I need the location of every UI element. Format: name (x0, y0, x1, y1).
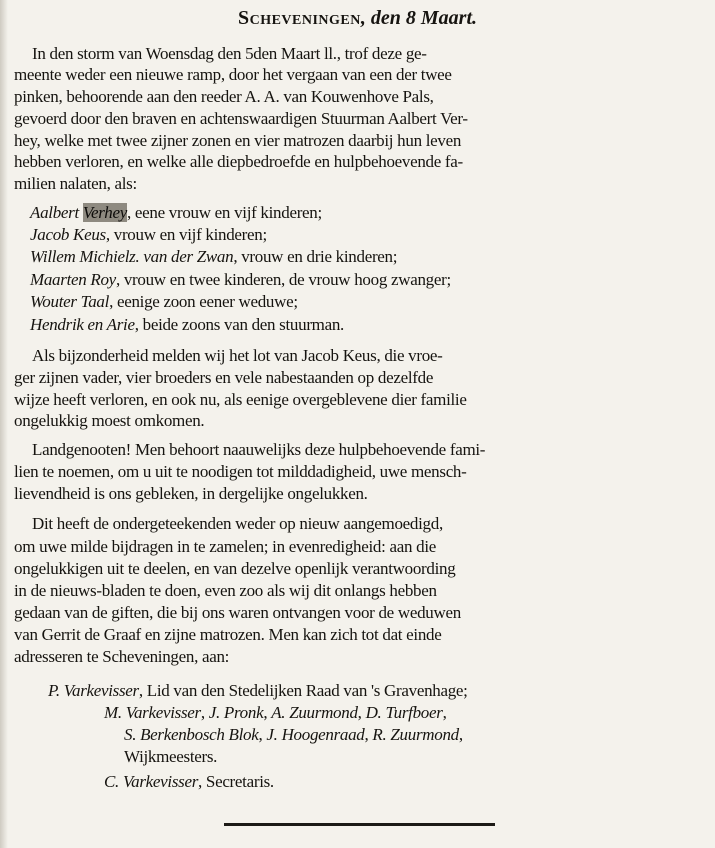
article-line: lien te noemen, om u uit te noodigen tot milddadigheid, uwe mensch- (14, 462, 467, 481)
article-line: hey, welke met twee zijner zonen en vier matrozen daarbij hun leven (14, 131, 462, 150)
signatory-role: Wijkmeesters. (124, 747, 218, 766)
victim-detail: , beide zoons van den stuurman. (134, 315, 345, 334)
article-line: ger zijnen vader, vier broeders en vele nabestaanden op dezelfde (14, 368, 434, 387)
signatory-line: M. Varkevisser, J. Pronk, A. Zuurmond, D. Turfboer, (104, 703, 447, 722)
victim-name: Jacob Keus (30, 225, 106, 244)
signatory-name: C. Varkevisser (104, 772, 199, 791)
victim-detail: , vrouw en vijf kinderen; (105, 225, 267, 244)
victim-entry (30, 203, 322, 223)
closing-rule (224, 823, 495, 826)
signatory-name: R. Zuurmond (372, 725, 459, 744)
signatory-name: J. Hoogenraad (266, 725, 365, 744)
article-line: van Gerrit de Graaf en zijne matrozen. Men kan zich tot dat einde (14, 625, 442, 644)
signatory-name: M. Varkevisser (104, 703, 201, 722)
signatory-line: C. Varkevisser, Secretaris. (104, 772, 274, 791)
article-line: meente weder een nieuwe ramp, door het vergaan van een der twee (14, 65, 452, 84)
highlighted-name: Verhey (82, 203, 127, 222)
victim-name: Maarten Roy (30, 270, 116, 289)
article-line: gedaan van de giften, die bij ons waren ontvangen voor de weduwen (14, 603, 461, 622)
signatory-name: D. Turfboer (365, 703, 443, 722)
article-line: In den storm van Woensdag den 5den Maart ll., trof deze ge- (32, 44, 427, 63)
victim-detail: , eenige zoon eener weduwe; (109, 292, 298, 311)
victim-name: Willem Michielz. van der Zwan (30, 247, 234, 266)
article-line: ongelukkigen uit te deelen, en van dezelve openlijk verantwoording (14, 559, 456, 578)
article-line: lievendheid is ons gebleken, in dergelijke ongelukken. (14, 484, 368, 503)
victim-entry (30, 225, 267, 245)
victim-entry (30, 247, 397, 267)
page-edge-shadow (0, 0, 8, 848)
signatory-name: S. Berkenbosch Blok (124, 725, 259, 744)
signatory-name: A. Zuurmond (271, 703, 358, 722)
signatory-name: P. Varkevisser (48, 681, 139, 700)
dateline-date: , den 8 Maart. (360, 7, 478, 29)
article-line: Dit heeft de ondergeteekenden weder op nieuw aangemoedigd, (32, 514, 443, 533)
article-line: hebben verloren, en welke alle diepbedroefde en hulpbehoevende fa- (14, 152, 463, 171)
signatory-name: J. Pronk (208, 703, 264, 722)
victim-detail: , vrouw en twee kinderen, de vrouw hoog zwanger; (115, 270, 451, 289)
dateline-place: Scheveningen (237, 7, 361, 29)
article-line: om uwe milde bijdragen in te zamelen; in evenredigheid: aan die (14, 537, 436, 556)
signatory-line: S. Berkenbosch Blok, J. Hoogenraad, R. Zuurmond, (124, 725, 463, 744)
signatory-line: P. Varkevisser, Lid van den Stedelijken Raad van 's Gravenhage; (48, 681, 468, 700)
article-line: Landgenooten! Men behoort naauwelijks deze hulpbehoevende fami- (32, 440, 486, 459)
article-line: gevoerd door den braven en achtenswaardigen Stuurman Aalbert Ver- (14, 109, 468, 128)
victim-detail: , eene vrouw en vijf kinderen; (127, 203, 322, 222)
victim-name: Hendrik en Arie (30, 315, 135, 334)
article-line: ongelukkig moest omkomen. (14, 411, 205, 430)
dateline-heading (0, 6, 715, 30)
victim-name: Wouter Taal (30, 292, 110, 311)
victim-entry (30, 270, 451, 290)
article-line: milien nalaten, als: (14, 174, 137, 193)
article-line: pinken, behoorende aan den reeder A. A. van Kouwenhove Pals, (14, 87, 434, 106)
victim-name: Aalbert (30, 203, 83, 222)
article-line: wijze heeft verloren, en ook nu, als eenige overgeblevene dier familie (14, 390, 467, 409)
victim-detail: , vrouw en drie kinderen; (233, 247, 398, 266)
article-line: in de nieuws-bladen te doen, even zoo als wij dit onlangs hebben (14, 581, 437, 600)
article-line: Als bijzonderheid melden wij het lot van Jacob Keus, die vroe- (32, 346, 443, 365)
victim-entry (30, 315, 344, 335)
article-line: adresseren te Scheveningen, aan: (14, 647, 230, 666)
victim-entry (30, 292, 298, 312)
